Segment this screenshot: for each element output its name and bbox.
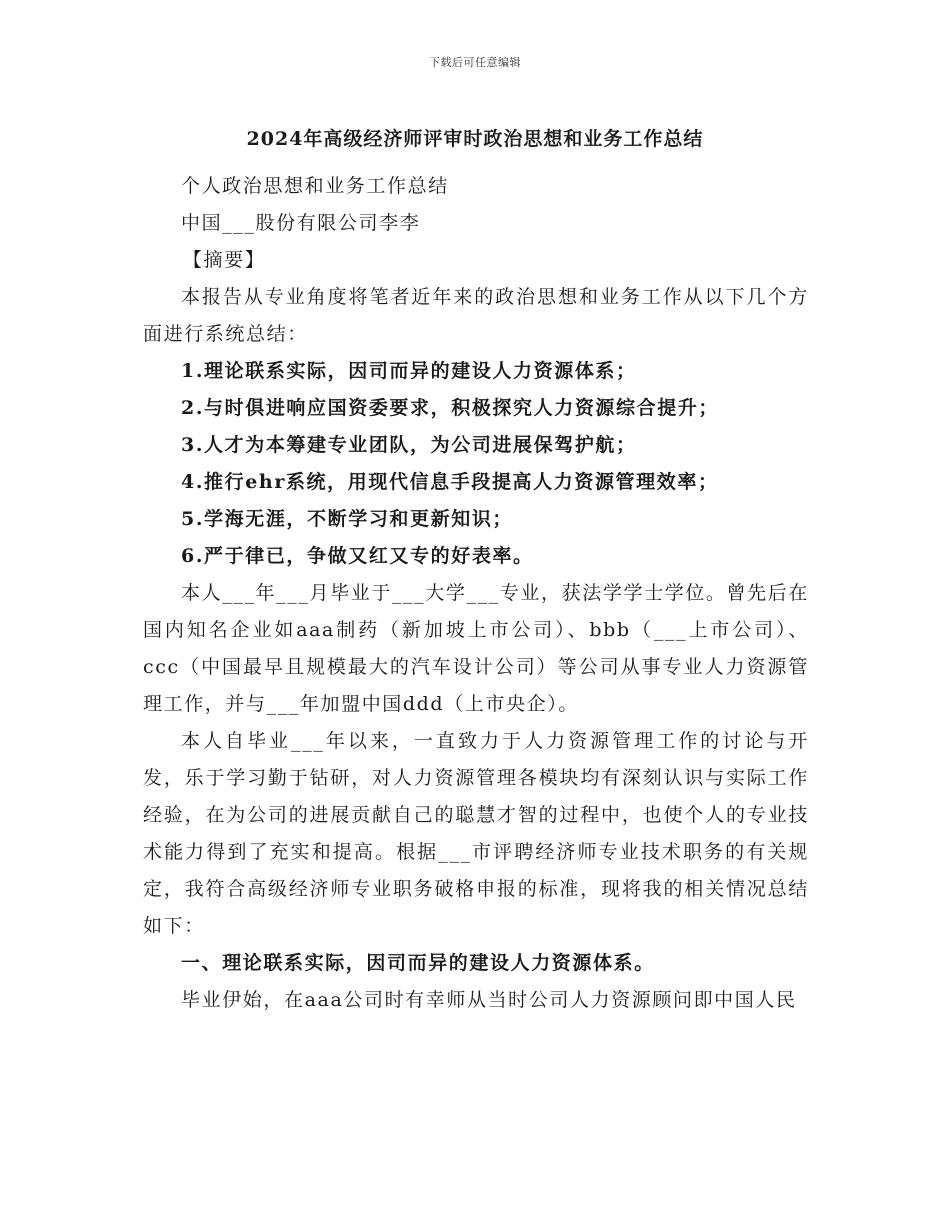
document-body bbox=[143, 168, 809, 1019]
document-title: 2024年高级经济师评审时政治思想和业务工作总结 bbox=[246, 128, 704, 150]
summary-point: 2.与时俱进响应国资委要求，积极探究人力资源综合提升； bbox=[181, 397, 720, 419]
summary-point: 5.学海无涯，不断学习和更新知识； bbox=[181, 508, 514, 530]
summary-point: 1.理论联系实际，因司而异的建设人力资源体系； bbox=[181, 360, 637, 382]
summary-point: 4.推行ehr系统，用现代信息手段提高人力资源管理效率； bbox=[181, 471, 719, 493]
paragraph-section: 毕业伊始，在aaa公司时有幸师从当时公司人力资源顾问即中国人民 bbox=[181, 989, 797, 1011]
summary-point: 3.人才为本筹建专业团队，为公司进展保驾护航； bbox=[181, 434, 637, 456]
paragraph-experience: 本人自毕业___年以来，一直致力于人力资源管理工作的讨论与开发，乐于学习勤于钻研，对人力资源管理各模块均有深刻认识与实际工作经验，在为公司的进展贡献自己的聪慧才智的过程中，也使个人的专业技术能力得到了充实和提高。根据___市评聘经济师专业技术职务的有关规定，我符合高级经济师专业职务破格申报的标准，现将我的相关情况总结如下： bbox=[143, 730, 809, 937]
author-line: 中国___股份有限公司李李 bbox=[181, 212, 421, 234]
paragraph-background: 本人___年___月毕业于___大学___专业，获法学学士学位。曾先后在国内知名企业如aaa制药（新加坡上市公司）、bbb（___上市公司）、ccc（中国最早且规模最大的汽车设计公司）等公司从事专业人力资源管理工作，并与___年加盟中国ddd（上市央企）。 bbox=[143, 582, 809, 715]
header-note: 下载后可任意编辑 bbox=[429, 56, 521, 69]
section-heading: 一、理论联系实际，因司而异的建设人力资源体系。 bbox=[181, 952, 655, 974]
abstract-intro: 本报告从专业角度将笔者近年来的政治思想和业务工作从以下几个方面进行系统总结： bbox=[143, 286, 809, 345]
abstract-label: 【摘要】 bbox=[182, 249, 266, 271]
subtitle: 个人政治思想和业务工作总结 bbox=[181, 175, 449, 197]
summary-point: 6.严于律已，争做又红又专的好表率。 bbox=[181, 545, 534, 567]
